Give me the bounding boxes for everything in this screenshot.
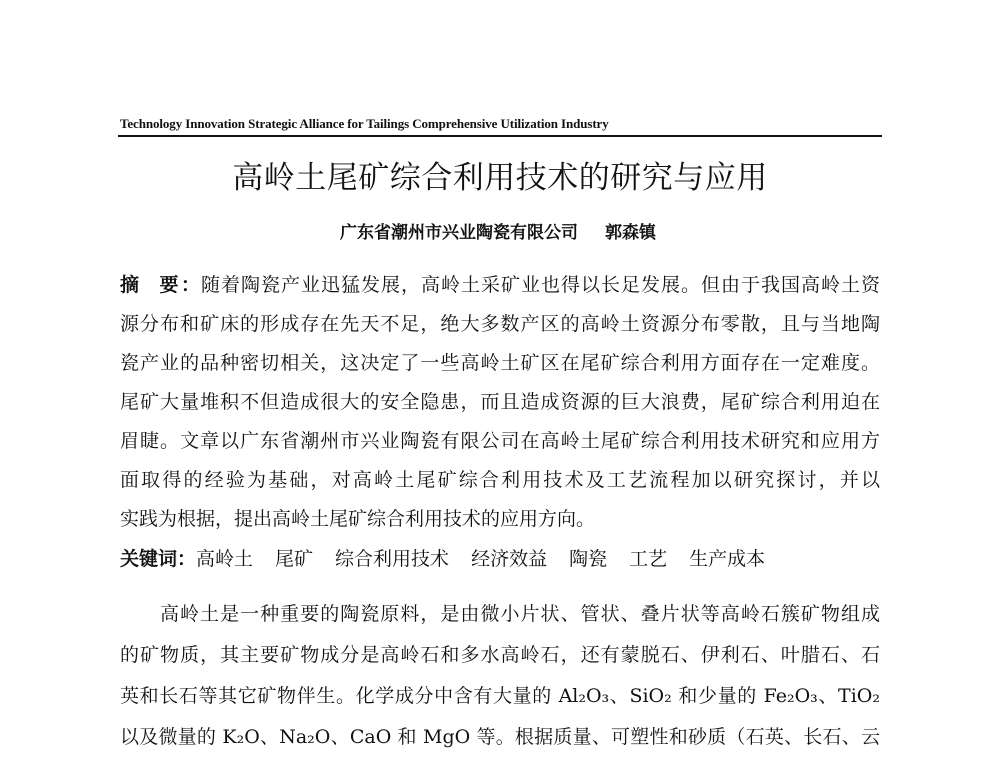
body-paragraph (120, 594, 880, 758)
abstract (120, 266, 880, 539)
running-title: Technology Innovation Strategic Alliance for Tailings Comprehensive Utilization Industry (120, 116, 609, 131)
abstract-line: 源分布和矿床的形成存在先天不足，绝大多数产区的高岭土资源分布零散，且与当地陶 (120, 313, 880, 335)
header-rule (118, 135, 882, 137)
abstract-line: 面取得的经验为基础，对高岭土尾矿综合利用技术及工艺流程加以研究探讨，并以 (120, 469, 880, 491)
author-line (340, 222, 656, 244)
abstract-line: 眉睫。文章以广东省潮州市兴业陶瓷有限公司在高岭土尾矿综合利用技术研究和应用方 (120, 430, 880, 452)
author-name: 郭森镇 (605, 223, 656, 243)
body-line: 以及微量的 K₂O、Na₂O、CaO 和 MgO 等。根据质量、可塑性和砂质（石英、长石、云 (120, 726, 880, 748)
keyword: 陶瓷 (569, 548, 608, 570)
keywords-label: 关键词： (120, 548, 197, 570)
abstract-line (120, 266, 880, 305)
abstract-line: 实践为根据，提出高岭土尾矿综合利用技术的应用方向。 (120, 508, 596, 530)
keyword: 尾矿 (275, 548, 314, 570)
body-line: 的矿物质，其主要矿物成分是高岭石和多水高岭石，还有蒙脱石、伊利石、叶腊石、石 (120, 644, 880, 666)
keywords (120, 540, 880, 579)
keyword: 工艺 (629, 548, 668, 570)
abstract-line: 尾矿大量堆积不但造成很大的安全隐患，而且造成资源的巨大浪费，尾矿综合利用迫在 (120, 391, 880, 413)
abstract-line-text: 随着陶瓷产业迅猛发展，高岭土采矿业也得以长足发展。但由于我国高岭土资 (200, 274, 880, 296)
author-affiliation: 广东省潮州市兴业陶瓷有限公司 (340, 223, 578, 243)
abstract-line: 瓷产业的品种密切相关，这决定了一些高岭土矿区在尾矿综合利用方面存在一定难度。 (120, 352, 880, 374)
keyword: 高岭土 (196, 548, 254, 570)
body-line: 英和长石等其它矿物伴生。化学成分中含有大量的 Al₂O₃、SiO₂ 和少量的 Fe₂O₃、TiO₂ (120, 685, 880, 707)
keyword: 综合利用技术 (335, 548, 450, 570)
abstract-label: 摘 要： (120, 274, 200, 296)
paper-title: 高岭土尾矿综合利用技术的研究与应用 (232, 160, 768, 196)
keyword: 生产成本 (689, 548, 766, 570)
keyword: 经济效益 (471, 548, 548, 570)
body-line: 高岭土是一种重要的陶瓷原料，是由微小片状、管状、叠片状等高岭石簇矿物组成 (160, 603, 880, 625)
